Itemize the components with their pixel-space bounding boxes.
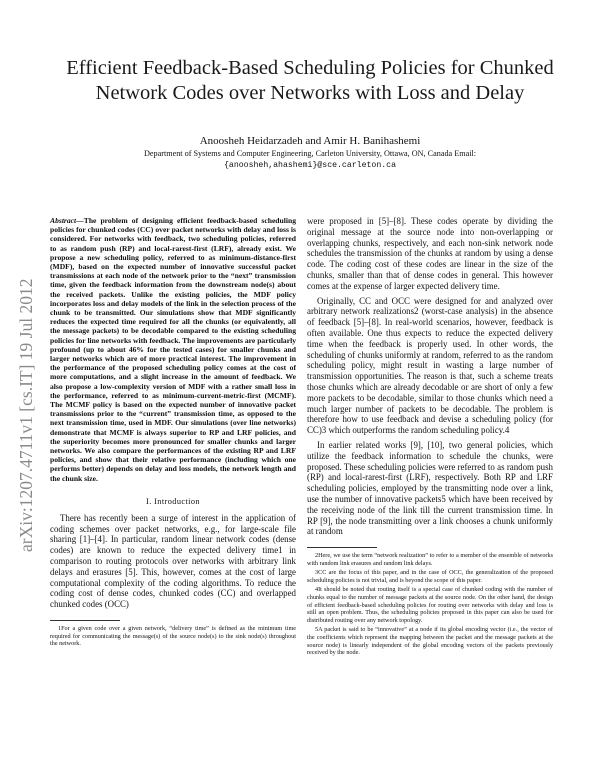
footnote-4: 4It should be noted that routing itself is a special case of chunked coding with the number of chunks equal to the number of message packets at the source node. On the other hand, the design of efficient feedback-based scheduling policies for routing over networks with delay and loss is still an open problem. Thus, the scheduling policies proposed in this paper can also be used for distributed routing over any network topology. bbox=[307, 586, 553, 624]
footnote-3: 3CC are the focus of this paper, and in the case of OCC, the generalization of the proposed scheduling policies is not trivial, and is beyond the scope of this paper. bbox=[307, 569, 553, 584]
footnote-2: 2Here, we use the term “network realization” to refer to a member of the ensemble of networks with random link erasures and random link delays. bbox=[307, 552, 553, 567]
body-paragraph: were proposed in [5]–[8]. These codes operate by dividing the original message at the source node into non-overlapping or overlapping chunks, respectively, and each non-sink network node schedules the transmission of the chunks at random by using a dense code. The coding cost of these codes are linear in the size of the chunks, smaller than that of dense codes in general. This however comes at the expense of larger expected delivery time. bbox=[307, 216, 553, 291]
right-column bbox=[307, 216, 553, 659]
footnote-rule bbox=[307, 547, 377, 548]
intro-paragraph: There has recently been a surge of interest in the application of coding schemes over packet networks, e.g., for large-scale file sharing [1]–[4]. In particular, random linear network codes (dense codes) are known to reduce the expected delivery time1 in comparison to routing protocols over networks with arbitrary link delays and erasures [5]. This, however, comes at the cost of large computational complexity of the coding algorithms. To reduce the coding cost of dense codes, chunked codes (CC) and overlapped chunked codes (OCC) bbox=[50, 512, 296, 610]
section-heading-introduction: I. Introduction bbox=[146, 496, 200, 506]
abstract bbox=[50, 216, 296, 483]
footnote-1: 1For a given code over a given network, “delivery time” is defined as the minimum time required for communicating the message(s) of the source node(s) to the sink node(s) throughout the network. bbox=[50, 625, 296, 648]
paper-title: Efficient Feedback-Based Scheduling Policies for Chunked Network Codes over Networks with Loss and Delay bbox=[66, 57, 554, 104]
body-paragraph: In earlier related works [9], [10], two general policies, which utilize the feedback information to schedule the chunks, were proposed. These scheduling policies were referred to as random push (RP) and local-rarest-first (LRF), respectively. Both RP and LRF scheduling policies, employed by the transmitting node over a link, use the number of innovative packets5 which have been received by the receiving node of the link till the current transmission time. In RP [9], the node transmitting over a link chooses a chunk uniformly at random bbox=[307, 439, 553, 537]
footnote-5: 5A packet is said to be “innovative” at a node if its global encoding vector (i.e., the vector of the coefficients which represent the mapping between the packet and the message packets at the source node) is linearly independent of the global encoding vectors of the packets previously received by the node. bbox=[307, 626, 553, 657]
author-email: {anoosheh,ahashemi}@sce.carleton.ca bbox=[224, 161, 396, 170]
abstract-body: —The problem of designing efficient feedback-based scheduling policies for chunked codes (CC) over packet networks with delay and loss is considered. For networks with feedback, two scheduling policies, referred to as random push (RP) and local-rarest-first (LRF), already exist. We propose a new scheduling policy, referred to as minimum-distance-first (MDF), based on the expected number of innovative successful packet transmissions at each node of the network prior to the “next” transmission time, given the feedback information from the downstream node(s) about the received packets. Unlike the existing policies, the MDF policy incorporates loss and delay models of the link in the selection process of the chunk to be transmitted. Our simulations show that MDF significantly reduces the expected time required for all the chunks (or equivalently, all the message packets) to be decodable compared to the existing scheduling policies for line networks with feedback. The improvements are particularly profound (up to about 46% for the tested cases) for smaller chunks and larger networks which are of more practical interest. The improvement in the performance of the proposed scheduling policy comes at the cost of more computations, and a slight increase in the amount of feedback. We also propose a low-complexity version of MDF with a rather small loss in the performance, referred to as minimum-current-metric-first (MCMF). The MCMF policy is based on the expected number of innovative packet transmissions prior to the “current” transmission time, as opposed to the next transmission time, used in MDF. Our simulations (over line networks) demonstrate that MCMF is always superior to RP and LRF policies, and the superiority becomes more pronounced for smaller chunks and larger networks. We also compare the performances of the existing RP and LRF policies, and show that their relative performance (including which one performs better) depends on delay and loss models, the network length and the chunk size. bbox=[50, 216, 296, 483]
left-column bbox=[50, 216, 296, 650]
arxiv-stamp: arXiv:1207.4711v1 [cs.IT] 19 Jul 2012 bbox=[16, 278, 36, 552]
paper-authors: Anoosheh Heidarzadeh and Amir H. Banihashemi bbox=[199, 135, 421, 147]
body-paragraph: Originally, CC and OCC were designed for and analyzed over arbitrary network realizations2 (worst-case analysis) in the absence of feedback [5]–[8]. In real-world scenarios, however, feedback is often available. One thus expects to reduce the expected delivery time when the feedback is properly used. In other words, the scheduling of chunks uniformly at random, referred to as the random scheduling policy, might result in wasting a large number of transmission opportunities. The reason is that, such a scheme treats those chunks which are already decodable or are short of only a few more packets to be decodable, similar to those chunks which need a much larger number of packets to be decodable. The problem is therefore how to use feedback and devise a scheduling policy (for CC)3 which outperforms the random scheduling policy.4 bbox=[307, 295, 553, 436]
author-affiliation: Department of Systems and Computer Engineering, Carleton University, Ottawa, ON, Canada Email: bbox=[143, 149, 477, 158]
abstract-lead: Abstract bbox=[50, 216, 77, 225]
footnote-rule bbox=[50, 620, 120, 621]
